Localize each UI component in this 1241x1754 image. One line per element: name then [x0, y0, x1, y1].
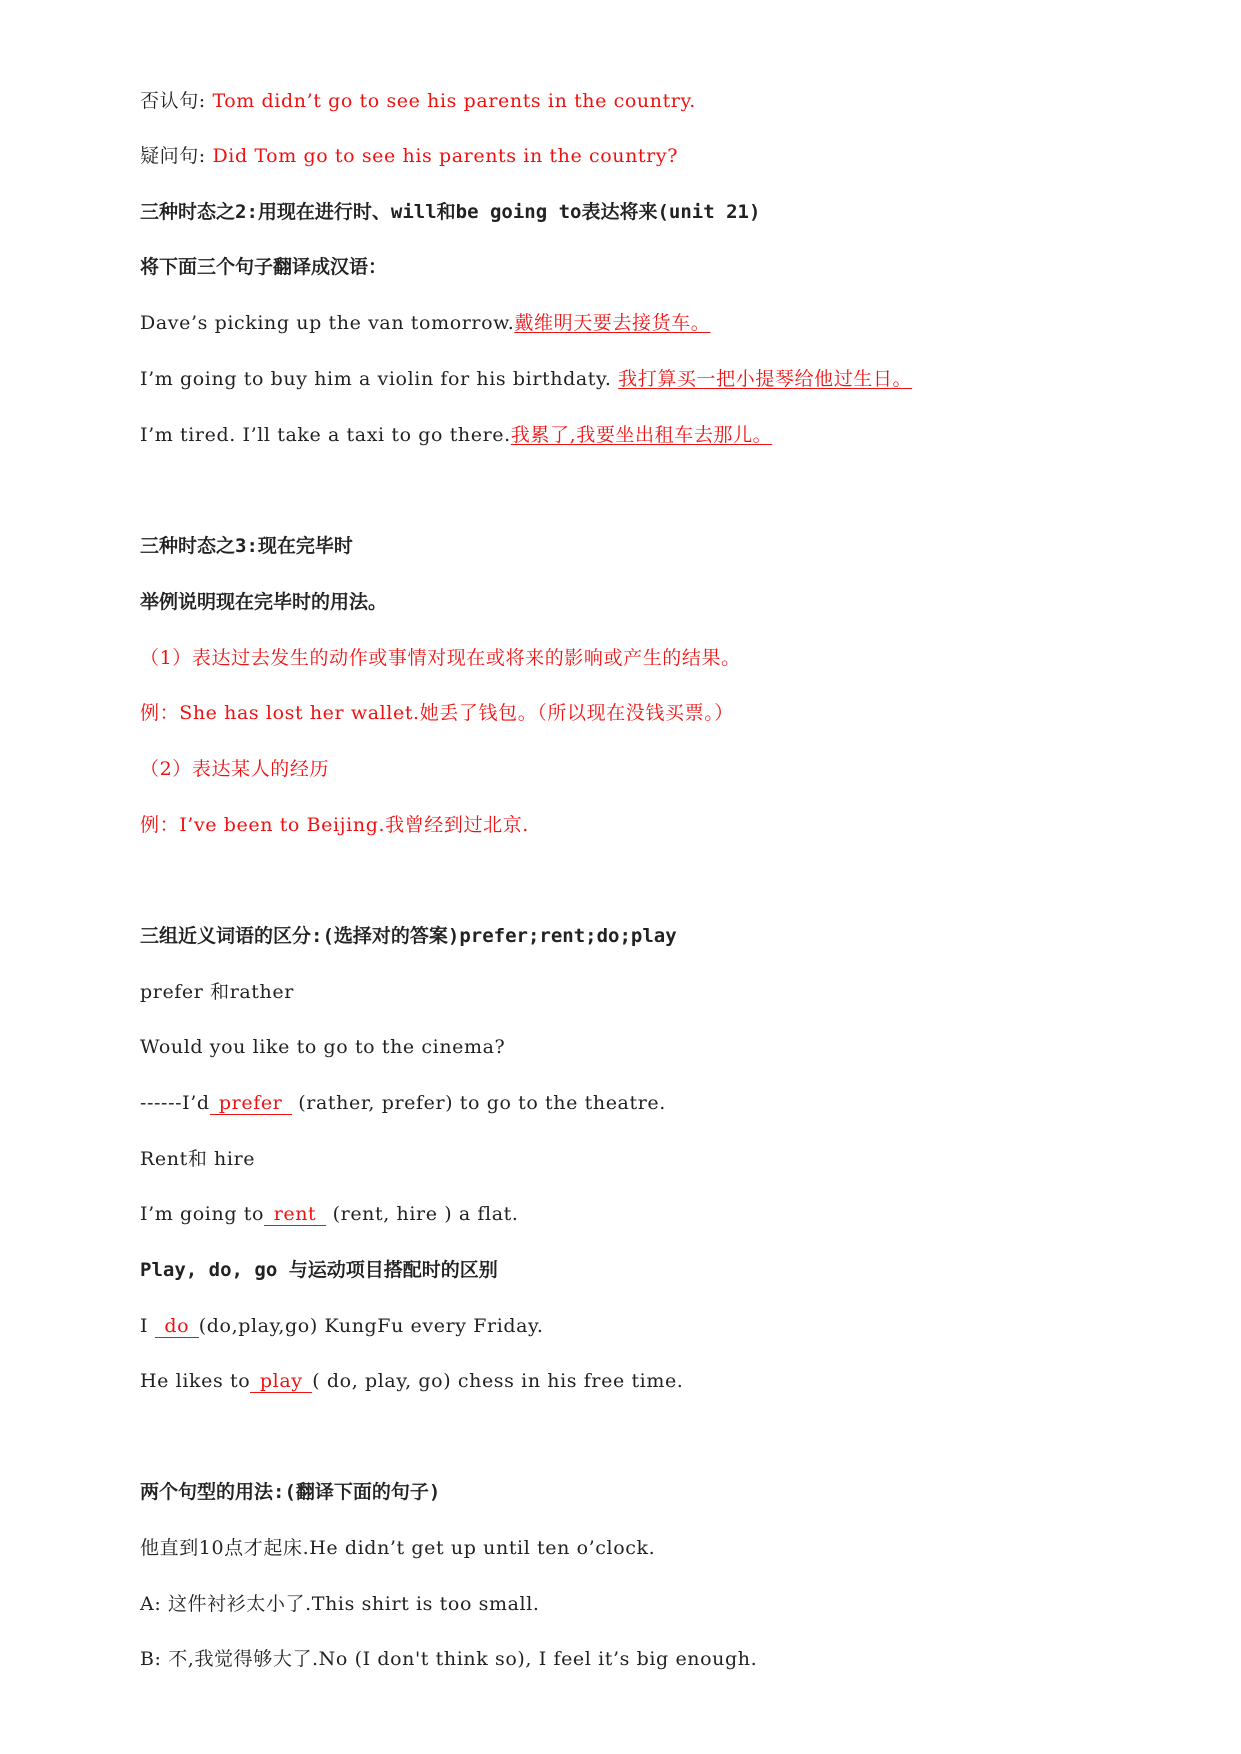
- negative-text: Tom didn’t go to see his parents in the country.: [212, 90, 696, 112]
- pair1-answer-line: [140, 1090, 666, 1116]
- usage-example-2: 例：I’ve been to Beijing.我曾经到过北京.: [140, 814, 529, 836]
- question-text: Did Tom go to see his parents in the country?: [212, 145, 678, 167]
- pair3-sentence-2: [140, 1368, 683, 1394]
- pair3-title: Play, do, go 与运动项目搭配时的区别: [140, 1259, 498, 1281]
- pattern-example-2: A: 这件衬衫太小了.This shirt is too small.: [140, 1593, 540, 1615]
- answer-blank: do: [155, 1315, 199, 1338]
- answer-blank: prefer: [210, 1092, 292, 1115]
- section2-heading: 三种时态之2:用现在进行时、will和be going to表达将来(unit 21): [140, 201, 761, 223]
- negative-sentence: [140, 88, 696, 114]
- sentence-start: I: [140, 1315, 155, 1337]
- section4-heading: 三组近义词语的区分:(选择对的答案)prefer;rent;do;play: [140, 925, 677, 947]
- section3-instruction: 举例说明现在完毕时的用法。: [140, 591, 388, 613]
- english-sentence: I’m going to buy him a violin for his birthdaty.: [140, 368, 619, 390]
- usage-example-1: 例：She has lost her wallet.她丢了钱包。（所以现在没钱买票。）: [140, 702, 734, 724]
- sentence-start: He likes to: [140, 1370, 251, 1392]
- usage-point-1: （1）表达过去发生的动作或事情对现在或将来的影响或产生的结果。: [140, 647, 741, 669]
- pattern-example-3: B: 不,我觉得够大了.No (I don't think so), I feel it’s big enough.: [140, 1648, 758, 1670]
- answer-blank: play: [250, 1370, 312, 1393]
- pair1-title: prefer 和rather: [140, 981, 294, 1003]
- sentence-end: ( do, play, go) chess in his free time.: [312, 1370, 684, 1392]
- question-label: 疑问句:: [140, 145, 213, 167]
- question-sentence: [140, 143, 678, 169]
- negative-label: 否认句:: [140, 90, 213, 112]
- translation-item: [140, 310, 710, 336]
- pair3-sentence-1: [140, 1313, 544, 1339]
- answer-blank: rent: [264, 1203, 326, 1226]
- sentence-end: (do,play,go) KungFu every Friday.: [198, 1315, 544, 1337]
- section5-heading: 两个句型的用法:(翻译下面的句子): [140, 1481, 441, 1503]
- sentence-end: (rent, hire ) a flat.: [326, 1203, 519, 1225]
- section2-instruction: 将下面三个句子翻译成汉语：: [140, 256, 388, 278]
- translation-item: [140, 366, 912, 392]
- english-sentence: Dave’s picking up the van tomorrow.: [140, 312, 515, 334]
- pattern-example-1: 他直到10点才起床.He didn’t get up until ten o’clock.: [140, 1537, 656, 1559]
- sentence-end: (rather, prefer) to go to the theatre.: [291, 1092, 666, 1114]
- chinese-translation: 戴维明天要去接货车。: [514, 312, 711, 334]
- usage-point-2: （2）表达某人的经历: [140, 758, 330, 780]
- pair2-title: Rent和 hire: [140, 1148, 256, 1170]
- pair2-answer-line: [140, 1201, 519, 1227]
- translation-item: [140, 422, 772, 448]
- section3-heading: 三种时态之3:现在完毕时: [140, 535, 353, 557]
- pair1-question: Would you like to go to the cinema?: [140, 1036, 506, 1058]
- sentence-start: I’m going to: [140, 1203, 264, 1225]
- chinese-translation: 我打算买一把小提琴给他过生日。: [618, 368, 913, 390]
- chinese-translation: 我累了,我要坐出租车去那儿。: [510, 424, 773, 446]
- english-sentence: I’m tired. I’ll take a taxi to go there.: [140, 424, 511, 446]
- sentence-start: ------I’d: [140, 1092, 210, 1114]
